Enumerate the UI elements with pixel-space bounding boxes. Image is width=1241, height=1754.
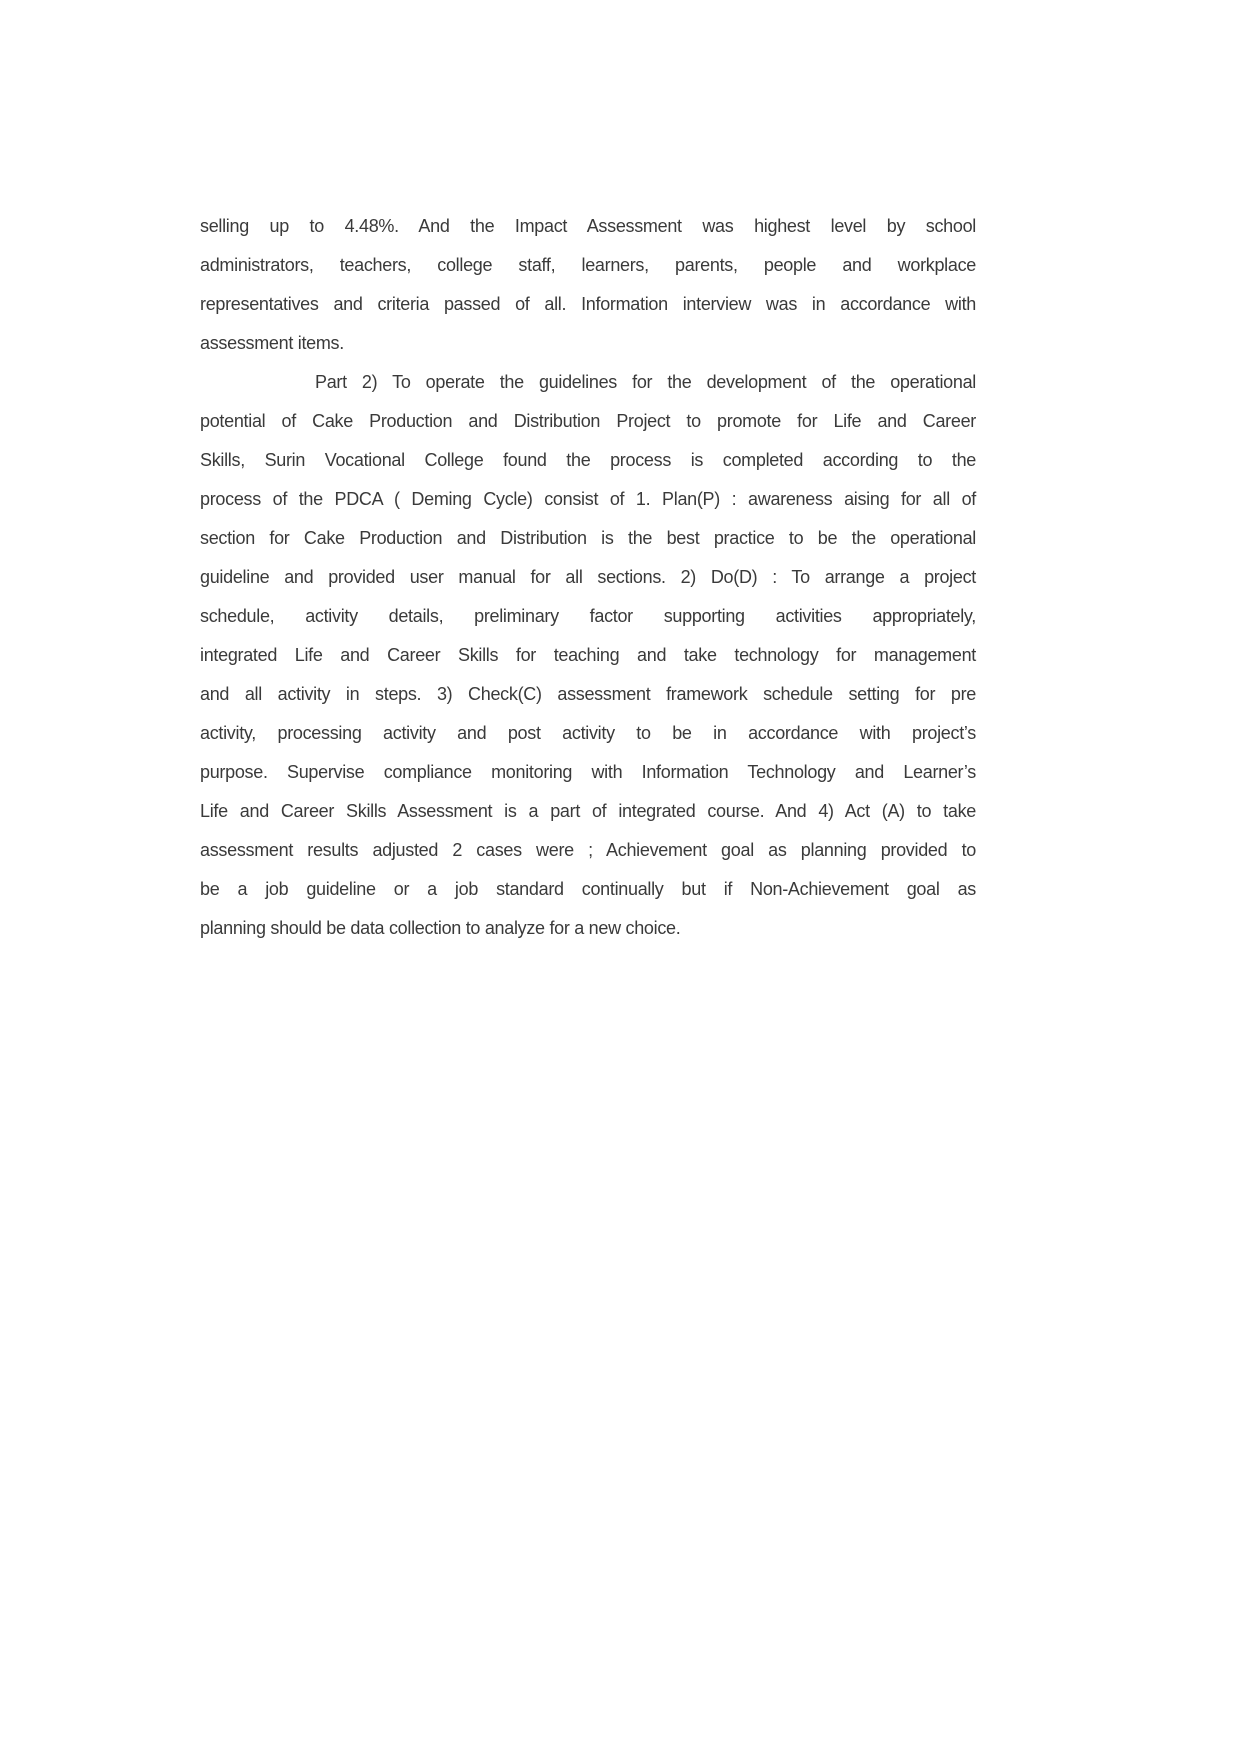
- text-line: planning should be data collection to analyze for a new choice.: [200, 918, 681, 938]
- text-line: purpose. Supervise compliance monitoring with Information Technology and Learner’s: [200, 762, 976, 782]
- text-line: integrated Life and Career Skills for teaching and take technology for management: [200, 645, 976, 665]
- text-line: Part 2) To operate the guidelines for the development of the operational: [315, 372, 976, 392]
- text-line: administrators, teachers, college staff, learners, parents, people and workplace: [200, 255, 976, 275]
- text-line: schedule, activity details, preliminary factor supporting activities appropriately,: [200, 606, 976, 626]
- text-line: and all activity in steps. 3) Check(C) assessment framework schedule setting for pre: [200, 684, 976, 704]
- paragraph-2: [200, 363, 976, 948]
- text-line: assessment results adjusted 2 cases were ; Achievement goal as planning provided to: [200, 840, 976, 860]
- text-line: process of the PDCA ( Deming Cycle) consist of 1. Plan(P) : awareness aising for all of: [200, 489, 976, 509]
- text-line: potential of Cake Production and Distribution Project to promote for Life and Career: [200, 411, 976, 431]
- text-line: activity, processing activity and post activity to be in accordance with project’s: [200, 723, 976, 743]
- text-line: representatives and criteria passed of all. Information interview was in accordance with: [200, 294, 976, 314]
- text-line: guideline and provided user manual for all sections. 2) Do(D) : To arrange a project: [200, 567, 976, 587]
- paragraph-1: [200, 207, 976, 363]
- text-line: Life and Career Skills Assessment is a part of integrated course. And 4) Act (A) to take: [200, 801, 976, 821]
- text-block: [200, 207, 976, 948]
- text-line: be a job guideline or a job standard continually but if Non-Achievement goal as: [200, 879, 976, 899]
- text-line: Skills, Surin Vocational College found the process is completed according to the: [200, 450, 976, 470]
- text-line: assessment items.: [200, 333, 344, 353]
- text-line: section for Cake Production and Distribution is the best practice to be the operational: [200, 528, 976, 548]
- text-line: selling up to 4.48%. And the Impact Assessment was highest level by school: [200, 216, 976, 236]
